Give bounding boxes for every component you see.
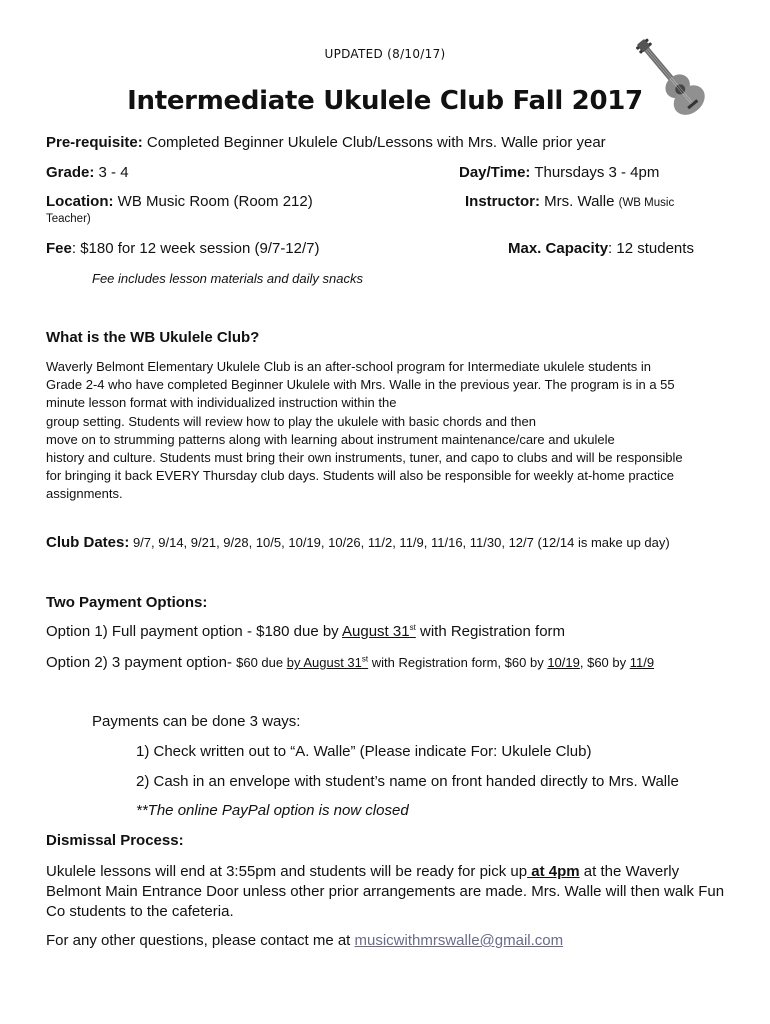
instructor-note-continued: Teacher) [46, 213, 91, 225]
about-paragraph [46, 358, 736, 504]
about-line: Waverly Belmont Elementary Ukulele Club is an after-school program for Intermediate ukulele students in [46, 359, 652, 374]
grade-value: 3 - 4 [94, 164, 129, 181]
location-value: WB Music Room (Room 212) [113, 193, 313, 210]
capacity-value: : 12 students [608, 240, 694, 257]
payment-ways-intro: Payments can be done 3 ways: [92, 713, 301, 730]
payment-option-1: Option 1) Full payment option - $180 due by August 31st with Registration form [46, 623, 566, 640]
instructor-line [465, 193, 674, 210]
option2-due-date-3: 11/9 [629, 655, 655, 670]
payment-way-cash: 2) Cash in an envelope with student’s name on front handed directly to Mrs. Walle [136, 773, 679, 790]
payment-option-2: Option 2) 3 payment option- $60 due by August 31st with Registration form, $60 by 10/19, $60 by 11/9 [46, 654, 655, 671]
grade-line [46, 164, 129, 181]
fee-label: Fee [46, 240, 72, 257]
club-dates-line [46, 534, 670, 552]
daytime-value: Thursdays 3 - 4pm [530, 164, 660, 181]
club-dates-label: Club Dates: [46, 534, 130, 551]
capacity-line [508, 240, 694, 257]
instructor-label: Instructor: [465, 193, 540, 210]
instructor-value: Mrs. Walle [540, 193, 619, 210]
payment-heading: Two Payment Options: [46, 594, 208, 611]
about-line: Grade 2-4 who have completed Beginner Ukulele with Mrs. Walle in the previous year. The program is in a 55 [46, 377, 675, 393]
prerequisite-value: Completed Beginner Ukulele Club/Lessons with Mrs. Walle prior year [142, 134, 606, 151]
option2-due-date-2: 10/19 [547, 655, 580, 670]
location-label: Location: [46, 193, 114, 210]
ukulele-icon [622, 28, 714, 120]
daytime-line [459, 164, 659, 181]
contact-line: For any other questions, please contact me at musicwithmrswalle@gmail.com [46, 932, 564, 949]
fee-note: Fee includes lesson materials and daily snacks [92, 271, 363, 286]
payment-way-paypal-closed: **The online PayPal option is now closed [136, 802, 409, 819]
pickup-time: at 4pm [527, 863, 580, 880]
daytime-label: Day/Time: [459, 164, 531, 181]
capacity-label: Max. Capacity [508, 240, 609, 257]
about-line: group setting. Students will review how to play the ukulele with basic chords and then [46, 413, 536, 429]
prerequisite-line [46, 134, 606, 151]
payment-way-check: 1) Check written out to “A. Walle” (Please indicate For: Ukulele Club) [136, 743, 592, 760]
option1-due-date: August 31st [342, 623, 416, 640]
location-line [46, 193, 313, 210]
about-line: history and culture. Students must bring their own instruments, tuner, and capo to clubs and will be responsible [46, 450, 683, 466]
about-heading: What is the WB Ukulele Club? [46, 329, 260, 346]
updated-date: UPDATED (8/10/17) [324, 47, 446, 61]
about-line: minute lesson format with individualized instruction within the [46, 395, 397, 411]
instructor-note: (WB Music [618, 197, 675, 209]
about-line: move on to strumming patterns along with learning about instrument maintenance/care and ukulele [46, 431, 615, 447]
grade-label: Grade: [46, 164, 95, 181]
prerequisite-label: Pre-requisite: [46, 134, 143, 151]
dismissal-paragraph: Ukulele lessons will end at 3:55pm and students will be ready for pick up at 4pm at the Waverly Belmont Main Entrance Door unless other prior arrangements are made. Mrs. Walle will then walk Fun Co students to the cafeteria. [46, 863, 725, 920]
club-dates-value: 9/7, 9/14, 9/21, 9/28, 10/5, 10/19, 10/26, 11/2, 11/9, 11/16, 11/30, 12/7 (12/14 is make up day) [129, 535, 670, 550]
about-line: for bringing it back EVERY Thursday club days. Students will also be responsible for weekly at-home practice [46, 468, 674, 484]
fee-line [46, 240, 320, 257]
fee-value: : $180 for 12 week session (9/7-12/7) [71, 240, 320, 257]
option2-due-date-1: by August 31st [286, 654, 369, 670]
contact-email-link[interactable]: musicwithmrswalle@gmail.com [354, 932, 564, 949]
dismissal-heading: Dismissal Process: [46, 832, 184, 849]
page-title: Intermediate Ukulele Club Fall 2017 [127, 86, 643, 116]
about-line: assignments. [46, 486, 123, 502]
